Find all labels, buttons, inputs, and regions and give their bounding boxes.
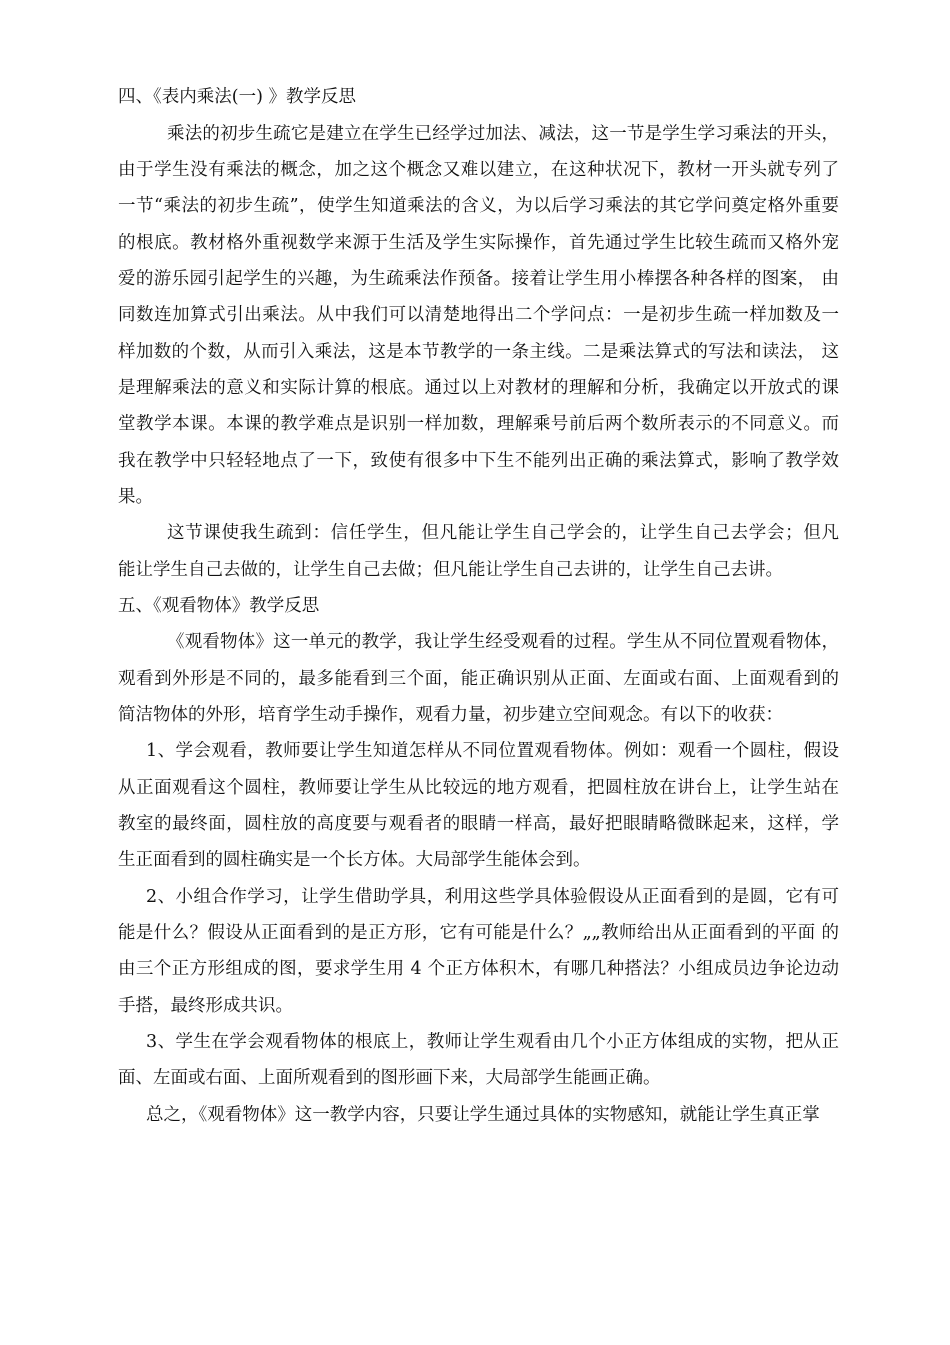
- section-heading: 五、《观看物体》教学反思: [118, 596, 320, 616]
- paragraph-line: 同数连加算式引出乘法。从中我们可以清楚地得出二个学问点：一是初步生疏一样加数及一: [118, 305, 839, 325]
- list-item-line: 教室的最终面，圆柱放的高度要与观看者的眼睛一样高，最好把眼睛略微眯起来，这样，学: [118, 814, 839, 834]
- paragraph-line: 观看到外形是不同的，最多能看到三个面，能正确识别从正面、左面或右面、上面观看到的: [118, 669, 839, 689]
- paragraph-line: 由于学生没有乘法的概念，加之这个概念又难以建立，在这种状况下，教材一开头就专列了: [118, 160, 839, 180]
- list-item-line: 3、学生在学会观看物体的根底上，教师让学生观看由几个小正方体组成的实物，把从正: [146, 1032, 839, 1052]
- paragraph-line: 总之，《观看物体》这一教学内容，只要让学生通过具体的实物感知，就能让学生真正掌: [146, 1105, 820, 1125]
- list-item-line: 2、小组合作学习，让学生借助学具，利用这些学具体验假设从正面看到的是圆，它有可: [146, 887, 839, 907]
- list-item-line: 1、学会观看，教师要让学生知道怎样从不同位置观看物体。例如：观看一个圆柱，假设: [146, 741, 839, 761]
- list-item-line: 由三个正方形组成的图，要求学生用 4 个正方体积木，有哪几种搭法？小组成员边争论边动: [118, 959, 839, 979]
- paragraph-line: 简洁物体的外形，培育学生动手操作，观看力量，初步建立空间观念。有以下的收获：: [118, 705, 783, 725]
- section-heading: 四、《表内乘法(一) 》教学反思: [118, 87, 356, 107]
- paragraph-line: 这节课使我生疏到：信任学生，但凡能让学生自己学会的，让学生自己去学会；但凡: [167, 523, 839, 543]
- paragraph-line: 果。: [118, 487, 153, 507]
- list-item-line: 面、左面或右面、上面所观看到的图形画下来，大局部学生能画正确。: [118, 1068, 661, 1088]
- paragraph-line: 是理解乘法的意义和实际计算的根底。通过以上对教材的理解和分析，我确定以开放式的课: [118, 378, 839, 398]
- paragraph-line: 《观看物体》这一单元的教学，我让学生经受观看的过程。学生从不同位置观看物体，: [167, 632, 839, 652]
- list-item-line: 能是什么？假设从正面看到的是正方形，它有可能是什么？„„教师给出从正面看到的平面 的: [118, 923, 839, 943]
- list-item-line: 手搭，最终形成共识。: [118, 996, 293, 1016]
- paragraph-line: 堂教学本课。本课的教学难点是识别一样加数，理解乘号前后两个数所表示的不同意义。而: [118, 414, 839, 434]
- list-item-line: 生正面看到的圆柱确实是一个长方体。大局部学生能体会到。: [118, 850, 591, 870]
- paragraph-line: 一节“乘法的初步生疏”，使学生知道乘法的含义，为以后学习乘法的其它学问奠定格外重要: [118, 196, 839, 216]
- paragraph-line: 样加数的个数，从而引入乘法，这是本节教学的一条主线。二是乘法算式的写法和读法， 这: [118, 342, 839, 362]
- paragraph-line: 爱的游乐园引起学生的兴趣，为生疏乘法作预备。接着让学生用小棒摆各种各样的图案， 由: [118, 269, 839, 289]
- paragraph-line: 的根底。教材格外重视数学来源于生活及学生实际操作，首先通过学生比较生疏而又格外宠: [118, 233, 839, 253]
- paragraph-line: 能让学生自己去做的，让学生自己去做；但凡能让学生自己去讲的，让学生自己去讲。: [118, 560, 783, 580]
- list-item-line: 从正面观看这个圆柱，教师要让学生从比较远的地方观看，把圆柱放在讲台上，让学生站在: [118, 778, 839, 798]
- paragraph-line: 乘法的初步生疏它是建立在学生已经学过加法、减法，这一节是学生学习乘法的开头，: [167, 124, 839, 144]
- paragraph-line: 我在教学中只轻轻地点了一下，致使有很多中下生不能列出正确的乘法算式，影响了教学效: [118, 451, 839, 471]
